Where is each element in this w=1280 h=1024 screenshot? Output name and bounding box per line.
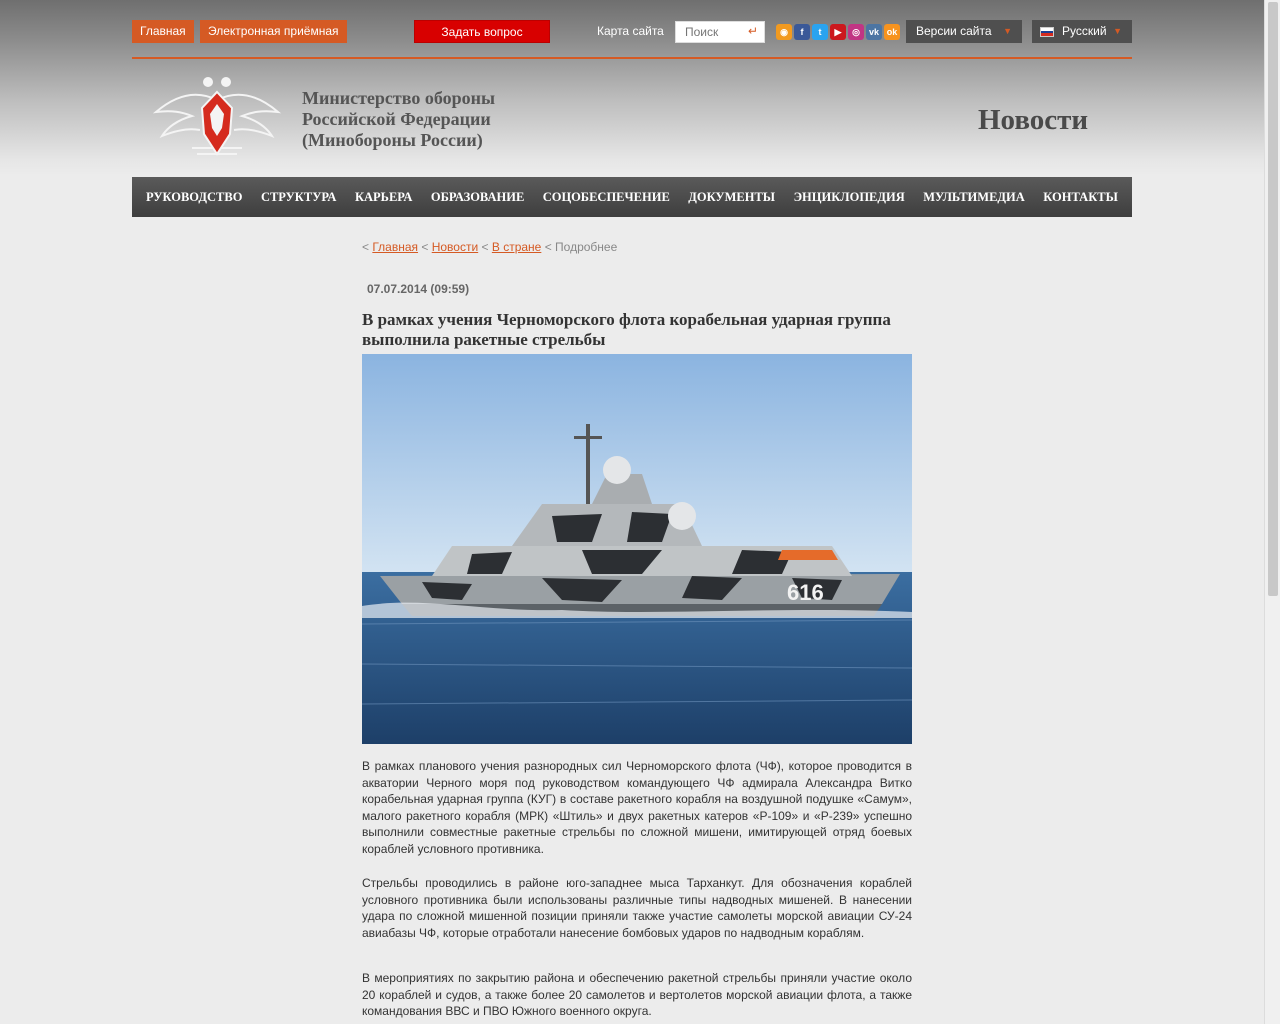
main-nav (132, 177, 1132, 217)
language-label: Русский (1062, 24, 1107, 38)
twitter-icon[interactable]: t (812, 24, 828, 40)
page-wrapper (132, 0, 1132, 1024)
e-reception-button[interactable]: Электронная приёмная (200, 20, 347, 43)
page-scrollbar[interactable] (1264, 0, 1280, 1024)
nav-leadership[interactable]: РУКОВОДСТВО (146, 189, 243, 204)
article-title: В рамках учения Черноморского флота корабельная ударная группа выполнила ракетные стрельбы (362, 310, 891, 349)
article-paragraph-2: Стрельбы проводились в районе юго-западнее мыса Тарханкут. Для обозначения кораблей условного противника были использованы различные типы надводных мишеней. В нанесении удара по сложной мишенной позиции приняли также участие самолеты морской авиации СУ-24 авиабазы ЧФ, которые отработали нанесение бомбовых ударов по надводным кораблям. (362, 876, 912, 940)
nav-structure[interactable]: СТРУКТУРА (260, 189, 337, 204)
social-links (776, 24, 900, 40)
header-divider (132, 57, 1132, 59)
breadcrumb: < Главная < Новости < В стране < Подробнее (362, 240, 618, 254)
breadcrumb-country[interactable]: В стране (491, 240, 542, 254)
ministry-name-line2: Российской Федерации (302, 109, 491, 129)
breadcrumb-current: Подробнее (555, 240, 618, 254)
section-title: Новости (978, 104, 1089, 136)
hull-number: 616 (787, 580, 824, 605)
youtube-icon[interactable]: ▶ (830, 24, 846, 40)
home-button[interactable]: Главная (132, 20, 194, 43)
russian-flag-icon (1040, 27, 1054, 37)
breadcrumb-home[interactable]: Главная (372, 240, 419, 254)
ministry-name[interactable] (302, 88, 495, 151)
site-versions-label: Версии сайта (916, 24, 992, 38)
search-submit-icon[interactable]: ↵ (748, 24, 759, 38)
odnoklassniki-icon[interactable]: ok (884, 24, 900, 40)
nav-contacts[interactable]: КОНТАКТЫ (1043, 189, 1118, 204)
ministry-name-line1: Министерство обороны (302, 88, 496, 108)
chevron-down-icon: ▼ (1003, 26, 1012, 36)
site-versions-dropdown[interactable] (906, 20, 1022, 43)
chevron-down-icon: ▼ (1113, 26, 1122, 36)
rss-icon[interactable]: ◉ (776, 24, 792, 40)
article-date: 07.07.2014 (09:59) (367, 282, 470, 296)
nav-multimedia[interactable]: МУЛЬТИМЕДИА (923, 189, 1025, 204)
ask-question-button[interactable]: Задать вопрос (414, 20, 550, 43)
vk-icon[interactable]: vk (866, 24, 882, 40)
sitemap-link[interactable]: Карта сайта (597, 24, 664, 38)
language-dropdown[interactable] (1032, 20, 1132, 43)
breadcrumb-news[interactable]: Новости (431, 240, 479, 254)
nav-encyclopedia[interactable]: ЭНЦИКЛОПЕДИЯ (793, 189, 905, 204)
nav-social-security[interactable]: СОЦОБЕСПЕЧЕНИЕ (542, 189, 670, 204)
facebook-icon[interactable]: f (794, 24, 810, 40)
scrollbar-thumb[interactable] (1268, 2, 1278, 596)
ministry-emblem-icon[interactable] (152, 70, 282, 162)
article-paragraph-3: В мероприятиях по закрытию района и обеспечению ракетной стрельбы приняли участие около 20 кораблей и судов, а также более 20 самолетов и вертолетов морской авиации флота, а также командования ВВС и ПВО Южного военного округа. (362, 971, 912, 1018)
article-paragraph-1: В рамках планового учения разнородных сил Черноморского флота (ЧФ), которое проводится в акватории Черного моря под руководством командующего ЧФ адмирала Александра Витко корабельная ударная группа (КУГ) в составе ракетного корабля на воздушной подушке «Самум», малого ракетного корабля (МРК) «Штиль» и двух ракетных катеров «Р-109» и «Р-239» успешно выполнили совместные ракетные стрельбы по сложной мишени, имитирующей отряд боевых кораблей условного противника. (362, 759, 912, 856)
nav-documents[interactable]: ДОКУМЕНТЫ (688, 189, 776, 204)
nav-career[interactable]: КАРЬЕРА (354, 189, 413, 204)
nav-education[interactable]: ОБРАЗОВАНИЕ (430, 189, 525, 204)
instagram-icon[interactable]: ◎ (848, 24, 864, 40)
ministry-name-line3: (Минобороны России) (302, 130, 483, 150)
article-photo[interactable] (362, 354, 912, 744)
